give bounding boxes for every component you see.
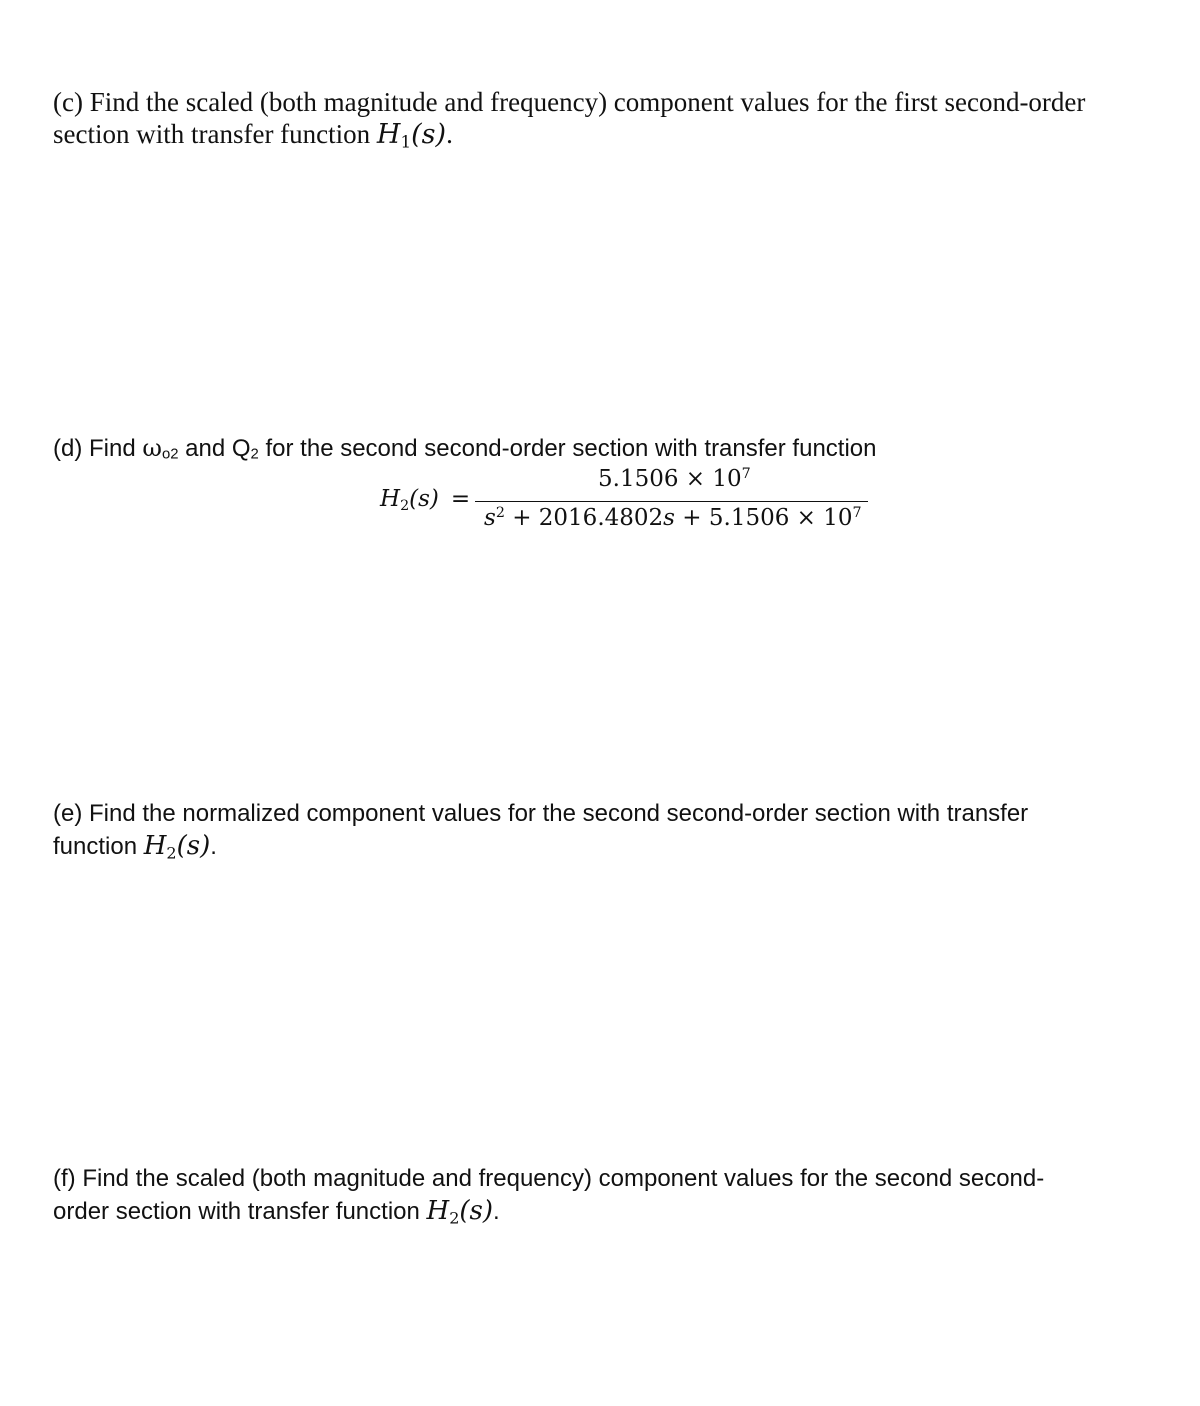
part-f-function-argument: (s) xyxy=(459,1196,494,1226)
question-part-c xyxy=(53,86,1163,151)
part-f-function-symbol: H xyxy=(426,1196,450,1226)
part-c-period: . xyxy=(446,119,453,149)
part-f-text-line-2: order section with transfer function xyxy=(53,1198,427,1225)
fraction-bar xyxy=(475,501,868,502)
part-c-function-symbol: H xyxy=(376,119,401,150)
part-f-text-line-1: Find the scaled (both magnitude and frequency) component values for the second second- xyxy=(75,1165,1045,1192)
part-c-function-argument: (s) xyxy=(411,119,447,150)
part-f-line-2 xyxy=(53,1195,1163,1228)
part-e-text-line-2: function xyxy=(53,833,144,860)
denominator-exponent: 7 xyxy=(852,505,862,522)
question-part-e xyxy=(53,797,1163,863)
equation-lhs-subscript: 2 xyxy=(400,497,410,514)
part-e-function-subscript: 2 xyxy=(166,843,177,863)
transfer-function-equation xyxy=(380,462,880,542)
part-c-label: (c) xyxy=(53,87,83,117)
numerator-exponent: 7 xyxy=(741,466,751,483)
part-e-function-symbol: H xyxy=(143,831,167,861)
part-c-text-line-2: section with transfer function xyxy=(53,119,377,149)
part-e-text-line-1: Find the normalized component values for the second second-order section with transfer xyxy=(82,800,1029,827)
part-e-line-1 xyxy=(53,797,1163,830)
part-f-function-subscript: 2 xyxy=(449,1208,460,1228)
part-f-line-1 xyxy=(53,1162,1163,1195)
part-e-period: . xyxy=(210,833,217,860)
question-part-f xyxy=(53,1162,1163,1228)
part-d-omega-symbol: ω xyxy=(142,434,162,462)
equation-lhs-argument: (s) xyxy=(409,486,439,512)
part-e-function-argument: (s) xyxy=(176,831,211,861)
question-part-d xyxy=(53,432,1163,465)
part-d-q-subscript: 2 xyxy=(250,446,259,463)
part-d-omega-subscript: o2 xyxy=(161,446,179,463)
denominator-tail: + 5.1506 × 10 xyxy=(674,505,853,531)
equation-lhs xyxy=(380,486,470,512)
denominator-s: s xyxy=(484,505,496,531)
part-d-text-a: Find xyxy=(82,435,143,462)
part-f-period: . xyxy=(493,1198,500,1225)
equation-numerator xyxy=(598,466,751,492)
part-f-label: (f) xyxy=(53,1165,76,1192)
part-d-text-b: and Q xyxy=(178,435,251,462)
equation-equals-sign: = xyxy=(450,486,471,512)
part-c-line-2 xyxy=(53,118,1163,151)
part-c-line-1 xyxy=(53,86,1163,118)
equation-denominator xyxy=(484,505,862,531)
numerator-mantissa: 5.1506 × 10 xyxy=(598,466,742,492)
denominator-s-exponent: 2 xyxy=(495,505,505,522)
denominator-s-linear: s xyxy=(663,505,675,531)
part-d-label: (d) xyxy=(53,435,83,462)
part-e-line-2 xyxy=(53,830,1163,863)
part-c-function-subscript: 1 xyxy=(400,131,412,152)
part-e-label: (e) xyxy=(53,800,83,827)
part-c-text-line-1: Find the scaled (both magnitude and frequency) component values for the first second-order xyxy=(82,87,1086,117)
denominator-middle-term: + 2016.4802 xyxy=(504,505,664,531)
equation-lhs-symbol: H xyxy=(380,486,401,512)
part-d-text-c: for the second second-order section with transfer function xyxy=(258,435,877,462)
